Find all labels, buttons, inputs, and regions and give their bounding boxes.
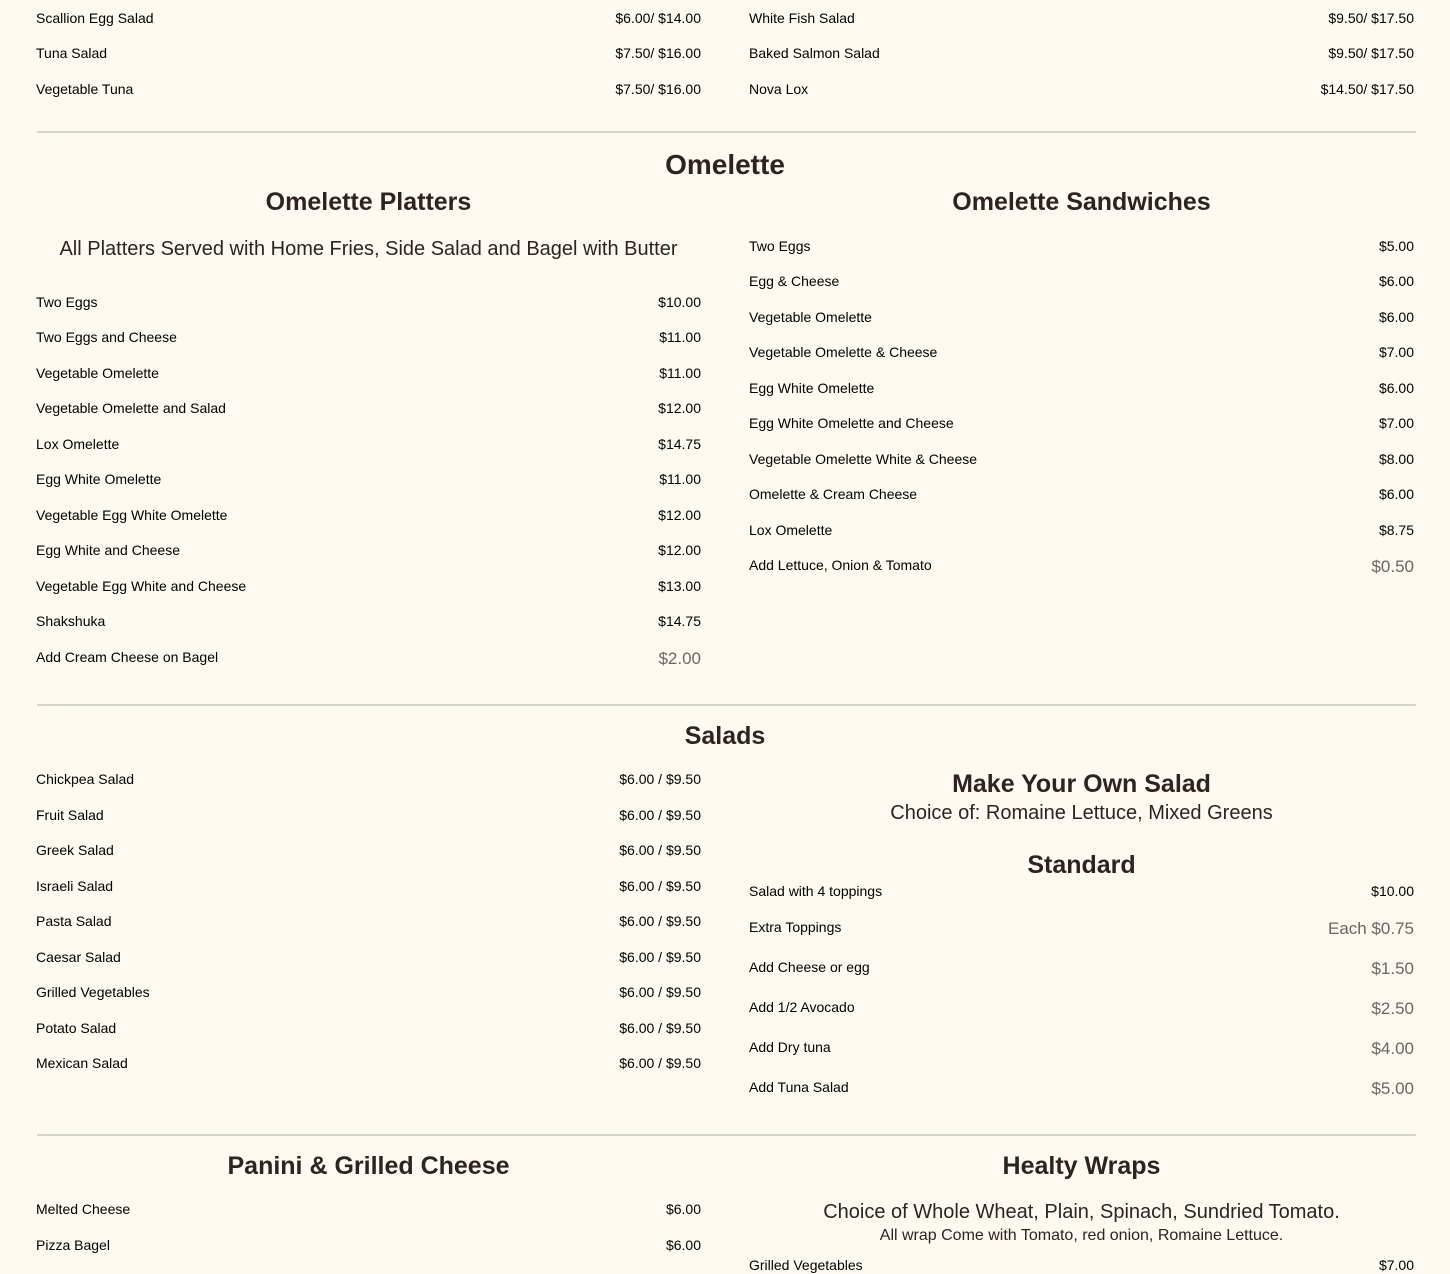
subsection-title-healty-wraps: Healty Wraps <box>1002 1152 1161 1180</box>
menu-item-price: $11.00 <box>659 471 701 487</box>
menu-item-price: $6.00/ $14.00 <box>615 10 701 26</box>
menu-item-name: Vegetable Omelette <box>36 365 159 381</box>
menu-item-price: $14.75 <box>658 613 701 629</box>
menu-item-name: Tuna Salad <box>36 45 108 61</box>
menu-item-name: Vegetable Omelette & Cheese <box>749 344 938 360</box>
addon-price: $1.50 <box>1371 959 1414 978</box>
addon-name: Add Dry tuna <box>749 1039 831 1055</box>
menu-item-name: Mexican Salad <box>36 1055 128 1071</box>
menu-item-price: $11.00 <box>659 365 701 381</box>
menu-item-name: Pizza Bagel <box>36 1237 110 1253</box>
menu-item-name: Vegetable Omelette and Salad <box>36 400 226 416</box>
platters-note: All Platters Served with Home Fries, Side Salad and Bagel with Butter <box>59 238 678 260</box>
menu-item-name: Vegetable Omelette <box>749 309 872 325</box>
menu-item-name: Lox Omelette <box>749 522 833 538</box>
menu-item-name: Salad with 4 toppings <box>749 883 883 899</box>
menu-item-price: $10.00 <box>658 294 701 310</box>
section-divider <box>37 131 1416 133</box>
subsection-title-omelette-platters: Omelette Platters <box>265 188 472 216</box>
menu-item-price: $6.00 / $9.50 <box>619 807 701 823</box>
menu-item-price: $6.00 <box>1378 309 1414 325</box>
menu-item-price: $7.00 <box>1378 1257 1414 1273</box>
menu-item-name: Fruit Salad <box>36 807 104 823</box>
addon-name: Add Cheese or egg <box>749 959 870 975</box>
menu-item-name: Two Eggs <box>749 238 811 254</box>
menu-item-name: Egg White and Cheese <box>36 542 180 558</box>
menu-item-name: Israeli Salad <box>36 878 114 894</box>
menu-item-price: $12.00 <box>658 400 701 416</box>
menu-item-price: $12.00 <box>658 507 701 523</box>
menu-item-price: $12.00 <box>658 542 701 558</box>
menu-item-price: $6.00 / $9.50 <box>619 1055 701 1071</box>
addon-price: $2.00 <box>658 649 701 668</box>
menu-item-price: $7.00 <box>1378 344 1414 360</box>
subsection-title-standard: Standard <box>1027 851 1136 879</box>
menu-item-name: Chickpea Salad <box>36 771 135 787</box>
menu-item-name: Vegetable Egg White Omelette <box>36 507 228 523</box>
addon-price: $5.00 <box>1371 1079 1414 1098</box>
menu-item-price: $6.00 <box>1378 273 1414 289</box>
menu-item-price: $8.75 <box>1378 522 1414 538</box>
menu-item-price: $6.00 / $9.50 <box>619 984 701 1000</box>
menu-item-price: $5.00 <box>1378 238 1414 254</box>
menu-item-name: Egg White Omelette <box>36 471 162 487</box>
subsection-title-panini: Panini & Grilled Cheese <box>227 1152 510 1180</box>
subsection-title-omelette-sandwiches: Omelette Sandwiches <box>952 188 1211 216</box>
menu-item-price: $14.75 <box>658 436 701 452</box>
wrap-note: All wrap Come with Tomato, red onion, Romaine Lettuce. <box>879 1227 1284 1244</box>
menu-item-name: Lox Omelette <box>36 436 120 452</box>
addon-name: Extra Toppings <box>749 919 842 935</box>
addon-price: $2.50 <box>1371 999 1414 1018</box>
section-divider <box>37 1134 1416 1136</box>
menu-item-name: Vegetable Tuna <box>36 81 134 97</box>
menu-item-name: Greek Salad <box>36 842 114 858</box>
menu-item-price: $6.00 / $9.50 <box>619 842 701 858</box>
menu-item-name: Two Eggs and Cheese <box>36 329 177 345</box>
wrap-choice: Choice of Whole Wheat, Plain, Spinach, Sundried Tomato. <box>823 1201 1340 1223</box>
menu-item-price: $7.50/ $16.00 <box>615 45 701 61</box>
menu-item-price: $6.00 / $9.50 <box>619 913 701 929</box>
menu-item-price: $6.00 <box>665 1237 701 1253</box>
section-divider <box>37 704 1416 706</box>
section-title-salads: Salads <box>684 722 766 750</box>
menu-item-name: Egg & Cheese <box>749 273 840 289</box>
menu-item-name: Melted Cheese <box>36 1201 131 1217</box>
menu-item-name: Shakshuka <box>36 613 106 629</box>
menu-item-name: Baked Salmon Salad <box>749 45 880 61</box>
menu-item-name: Two Eggs <box>36 294 98 310</box>
menu-item-price: $6.00 <box>665 1201 701 1217</box>
menu-item-price: $14.50/ $17.50 <box>1320 81 1414 97</box>
menu-item-price: $6.00 <box>1378 486 1414 502</box>
menu-item-name: Egg White Omelette <box>749 380 875 396</box>
menu-item-name: Vegetable Egg White and Cheese <box>36 578 247 594</box>
menu-item-price: $6.00 / $9.50 <box>619 878 701 894</box>
addon-price: Each $0.75 <box>1327 919 1414 938</box>
menu-item-price: $9.50/ $17.50 <box>1328 10 1414 26</box>
addon-price: $4.00 <box>1371 1039 1414 1058</box>
menu-item-name: Vegetable Omelette White & Cheese <box>749 451 978 467</box>
subsection-title-make-your-own-salad: Make Your Own Salad <box>952 770 1211 798</box>
menu-item-price: $6.00 / $9.50 <box>619 1020 701 1036</box>
menu-item-price: $8.00 <box>1378 451 1414 467</box>
salad-base-choice: Choice of: Romaine Lettuce, Mixed Greens <box>890 802 1273 824</box>
menu-item-price: $7.50/ $16.00 <box>615 81 701 97</box>
menu-item-name: Nova Lox <box>749 81 809 97</box>
menu-item-name: Scallion Egg Salad <box>36 10 154 26</box>
menu-item-name: White Fish Salad <box>749 10 855 26</box>
menu-item-name: Omelette & Cream Cheese <box>749 486 918 502</box>
menu-item-name: Pasta Salad <box>36 913 112 929</box>
addon-name: Add Tuna Salad <box>749 1079 849 1095</box>
addon-name: Add 1/2 Avocado <box>749 999 855 1015</box>
menu-item-price: $13.00 <box>658 578 701 594</box>
addon-name: Add Lettuce, Onion & Tomato <box>749 557 932 573</box>
menu-item-price: $11.00 <box>659 329 701 345</box>
menu-item-name: Egg White Omelette and Cheese <box>749 415 954 431</box>
addon-price: $0.50 <box>1371 557 1414 576</box>
menu-item-price: $7.00 <box>1378 415 1414 431</box>
menu-item-price: $9.50/ $17.50 <box>1328 45 1414 61</box>
section-title-omelette: Omelette <box>665 149 785 180</box>
menu-item-price: $10.00 <box>1371 883 1414 899</box>
menu-item-price: $6.00 <box>1378 380 1414 396</box>
menu-item-price: $6.00 / $9.50 <box>619 949 701 965</box>
menu-item-price: $6.00 / $9.50 <box>619 771 701 787</box>
menu-item-name: Grilled Vegetables <box>36 984 150 1000</box>
menu-item-name: Grilled Vegetables <box>749 1257 863 1273</box>
menu-item-name: Potato Salad <box>36 1020 117 1036</box>
addon-name: Add Cream Cheese on Bagel <box>36 649 219 665</box>
menu-item-name: Caesar Salad <box>36 949 121 965</box>
